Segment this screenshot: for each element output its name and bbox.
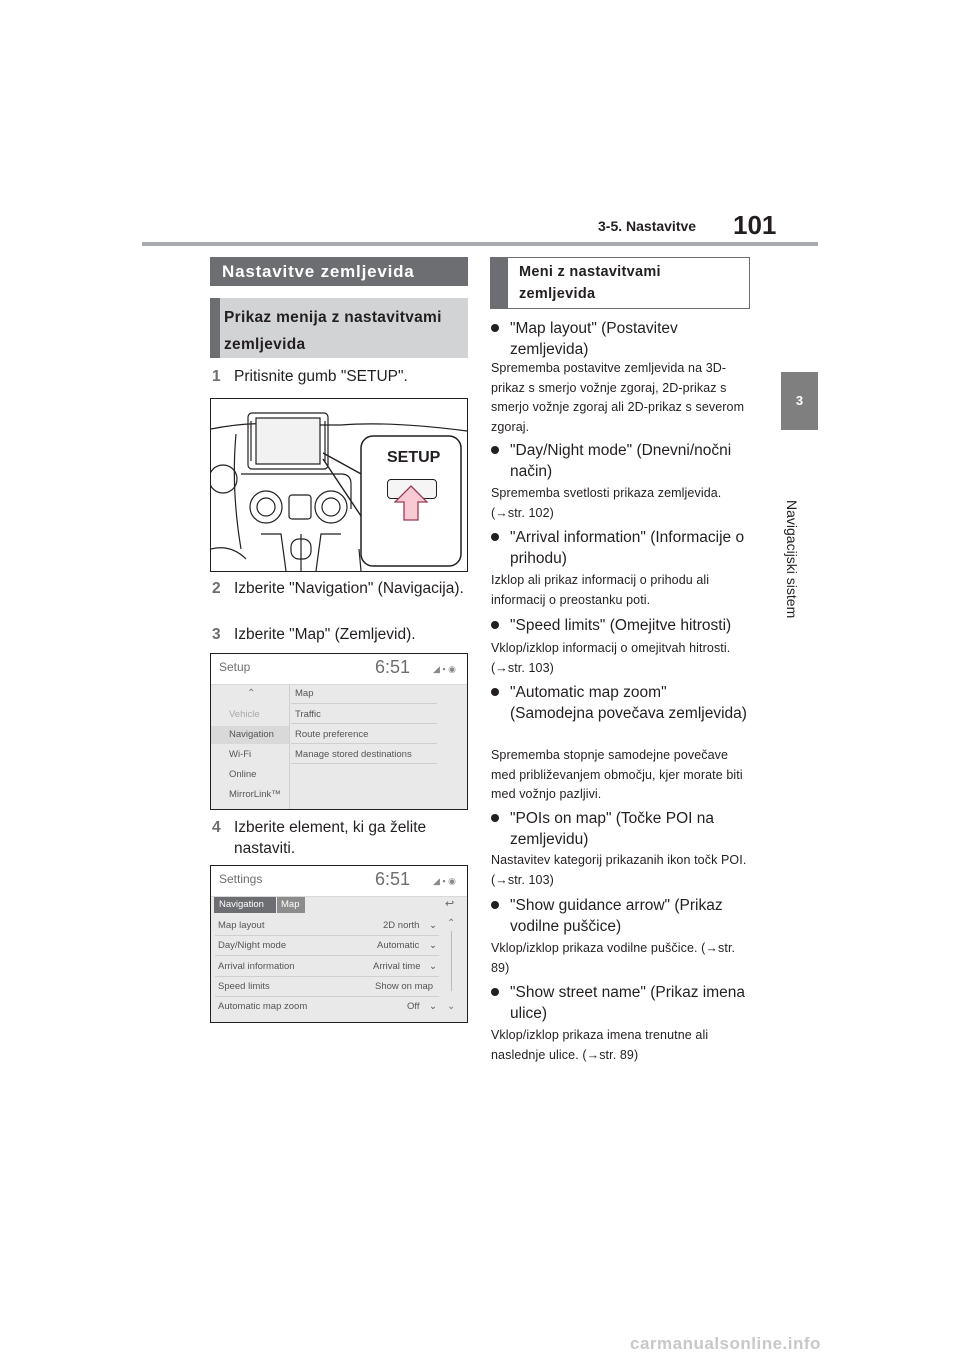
bullet-dot <box>491 324 499 332</box>
setting-value[interactable]: Arrival time <box>373 961 421 972</box>
scroll-down-icon[interactable]: ⌄ <box>447 1001 456 1012</box>
bullet-dot <box>491 814 499 822</box>
bullet-description: Sprememba postavitve zemljevida na 3D-prikaz s smerjo vožnje zgoraj, 2D-prikaz s smerjo vožnje zgoraj ali 2D-prikaz s severom zgoraj. <box>491 361 745 434</box>
screen-title: Setup <box>219 660 251 674</box>
bullet-dot <box>491 988 499 996</box>
bullet-title: "Day/Night mode" (Dnevni/nočni način) <box>510 442 732 480</box>
chevron-down-icon: ⌄ <box>429 920 437 931</box>
sub-heading-bar <box>210 298 220 358</box>
bullet-title: "Arrival information" (Informacije o prihodu) <box>510 529 745 567</box>
row-divider <box>215 935 439 936</box>
setting-value[interactable]: Automatic <box>377 940 420 951</box>
bullet-title: "Speed limits" (Omejitve hitrosti) <box>510 617 732 634</box>
sub-heading <box>210 298 468 358</box>
menu-item-vehicle[interactable]: Vehicle <box>229 709 260 720</box>
bullet-title: "Show street name" (Prikaz imena ulice) <box>510 984 745 1022</box>
bullet-title: "Show guidance arrow" (Prikaz vodilne puščice) <box>510 897 723 935</box>
step-text: Pritisnite gumb "SETUP". <box>234 368 408 385</box>
bullet-title: "Automatic map zoom" (Samodejna povečava zemljevida) <box>510 684 747 722</box>
row-divider <box>291 723 437 724</box>
chevron-down-icon: ⌄ <box>429 961 437 972</box>
chevron-down-icon: ⌄ <box>429 940 437 951</box>
watermark: carmanualsonline.info <box>630 1334 821 1353</box>
bullet-description: Vklop/izklop prikaza imena trenutne ali naslednje ulice. (→str. 89) <box>491 1028 709 1062</box>
chapter-label: Navigacijski sistem <box>784 500 800 619</box>
header-rule <box>142 242 818 246</box>
menu-item-online[interactable]: Online <box>229 769 257 780</box>
row-divider <box>215 955 439 956</box>
step-text: Izberite element, ki ga želite nastaviti. <box>234 819 427 857</box>
step-number: 1 <box>212 368 221 385</box>
row-divider <box>291 743 437 744</box>
step-text: Izberite "Map" (Zemljevid). <box>234 626 416 643</box>
back-icon[interactable]: ↩ <box>445 898 455 910</box>
screen-clock: 6:51 <box>375 869 411 889</box>
bullet-dot <box>491 621 499 629</box>
step-number: 3 <box>212 626 221 643</box>
bullet-description: Vklop/izklop prikaza vodilne puščice. (→str. 89) <box>491 941 736 975</box>
bullet-description: Sprememba svetlosti prikaza zemljevida. (→str. 102) <box>491 486 722 520</box>
row-divider <box>215 996 439 997</box>
bullet-dot <box>491 688 499 696</box>
setup-screen <box>210 653 468 810</box>
press-arrow-icon <box>394 485 428 521</box>
breadcrumb-map[interactable]: Map <box>281 899 300 910</box>
signal-icon: ◢ ▪ ◉ <box>433 664 456 674</box>
menu-item-navigation[interactable]: Navigation <box>229 729 274 740</box>
row-divider <box>291 703 437 704</box>
divider <box>289 684 290 810</box>
submenu-manage-destinations[interactable]: Manage stored destinations <box>295 749 412 760</box>
bullet-description: Sprememba stopnje samodejne povečave med približevanjem območju, kjer morate biti med vožnjo pazljivi. <box>491 748 743 801</box>
row-divider <box>291 763 437 764</box>
dashboard-figure <box>210 398 468 572</box>
submenu-traffic[interactable]: Traffic <box>295 709 321 720</box>
screen-title: Settings <box>219 872 263 886</box>
menu-item-wifi[interactable]: Wi-Fi <box>229 749 252 760</box>
bullet-title: "Map layout" (Postavitev zemljevida) <box>510 320 678 358</box>
page-number: 101 <box>733 210 777 240</box>
breadcrumb-navigation[interactable]: Navigation <box>219 899 264 910</box>
submenu-map[interactable]: Map <box>295 688 314 699</box>
setting-value[interactable]: Off <box>407 1001 420 1012</box>
bullet-title: "POIs on map" (Točke POI na zemljevidu) <box>510 810 714 848</box>
chapter-tab: 3 <box>781 372 818 430</box>
setting-label[interactable]: Speed limits <box>218 981 270 992</box>
setting-value[interactable]: Show on map <box>375 981 434 992</box>
bullet-dot <box>491 901 499 909</box>
bullet-description: Nastavitev kategorij prikazanih ikon točk POI. (→str. 103) <box>491 853 747 887</box>
chevron-down-icon: ⌄ <box>429 1001 437 1012</box>
setting-label[interactable]: Automatic map zoom <box>218 1001 308 1012</box>
main-heading: Nastavitve zemljevida <box>210 257 468 286</box>
step-number: 4 <box>212 819 221 836</box>
bullet-dot <box>491 533 499 541</box>
step-text: Izberite "Navigation" (Navigacija). <box>234 580 464 597</box>
setting-label[interactable]: Map layout <box>218 920 265 931</box>
bullet-description: Vklop/izklop informacij o omejitvah hitrosti. (→str. 103) <box>491 641 731 675</box>
scroll-up-icon[interactable]: ⌃ <box>447 918 456 929</box>
right-heading-bar <box>491 258 508 308</box>
right-heading <box>490 257 750 309</box>
menu-item-mirrorlink[interactable]: MirrorLink™ <box>229 789 281 800</box>
bullet-description: Izklop ali prikaz informacij o prihodu ali informacij o preostanku poti. <box>491 573 710 607</box>
submenu-route-preference[interactable]: Route preference <box>295 729 369 740</box>
right-heading-text: Meni z nastavitvami zemljevida <box>519 264 661 302</box>
scrollbar[interactable] <box>451 931 452 991</box>
setting-value[interactable]: 2D north <box>383 920 420 931</box>
sub-heading-text: Prikaz menija z nastavitvami zemljevida <box>224 309 442 353</box>
row-divider <box>215 976 439 977</box>
step-number: 2 <box>212 580 221 597</box>
setting-label[interactable]: Day/Night mode <box>218 940 287 951</box>
setup-button-label: SETUP <box>387 449 441 466</box>
scroll-up-icon[interactable]: ⌃ <box>247 688 256 699</box>
screen-clock: 6:51 <box>375 657 411 677</box>
section-title: 3-5. Nastavitve <box>598 218 697 234</box>
map-settings-screen <box>210 865 468 1023</box>
setting-label[interactable]: Arrival information <box>218 961 295 972</box>
bullet-dot <box>491 446 499 454</box>
signal-icon: ◢ ▪ ◉ <box>433 876 456 886</box>
